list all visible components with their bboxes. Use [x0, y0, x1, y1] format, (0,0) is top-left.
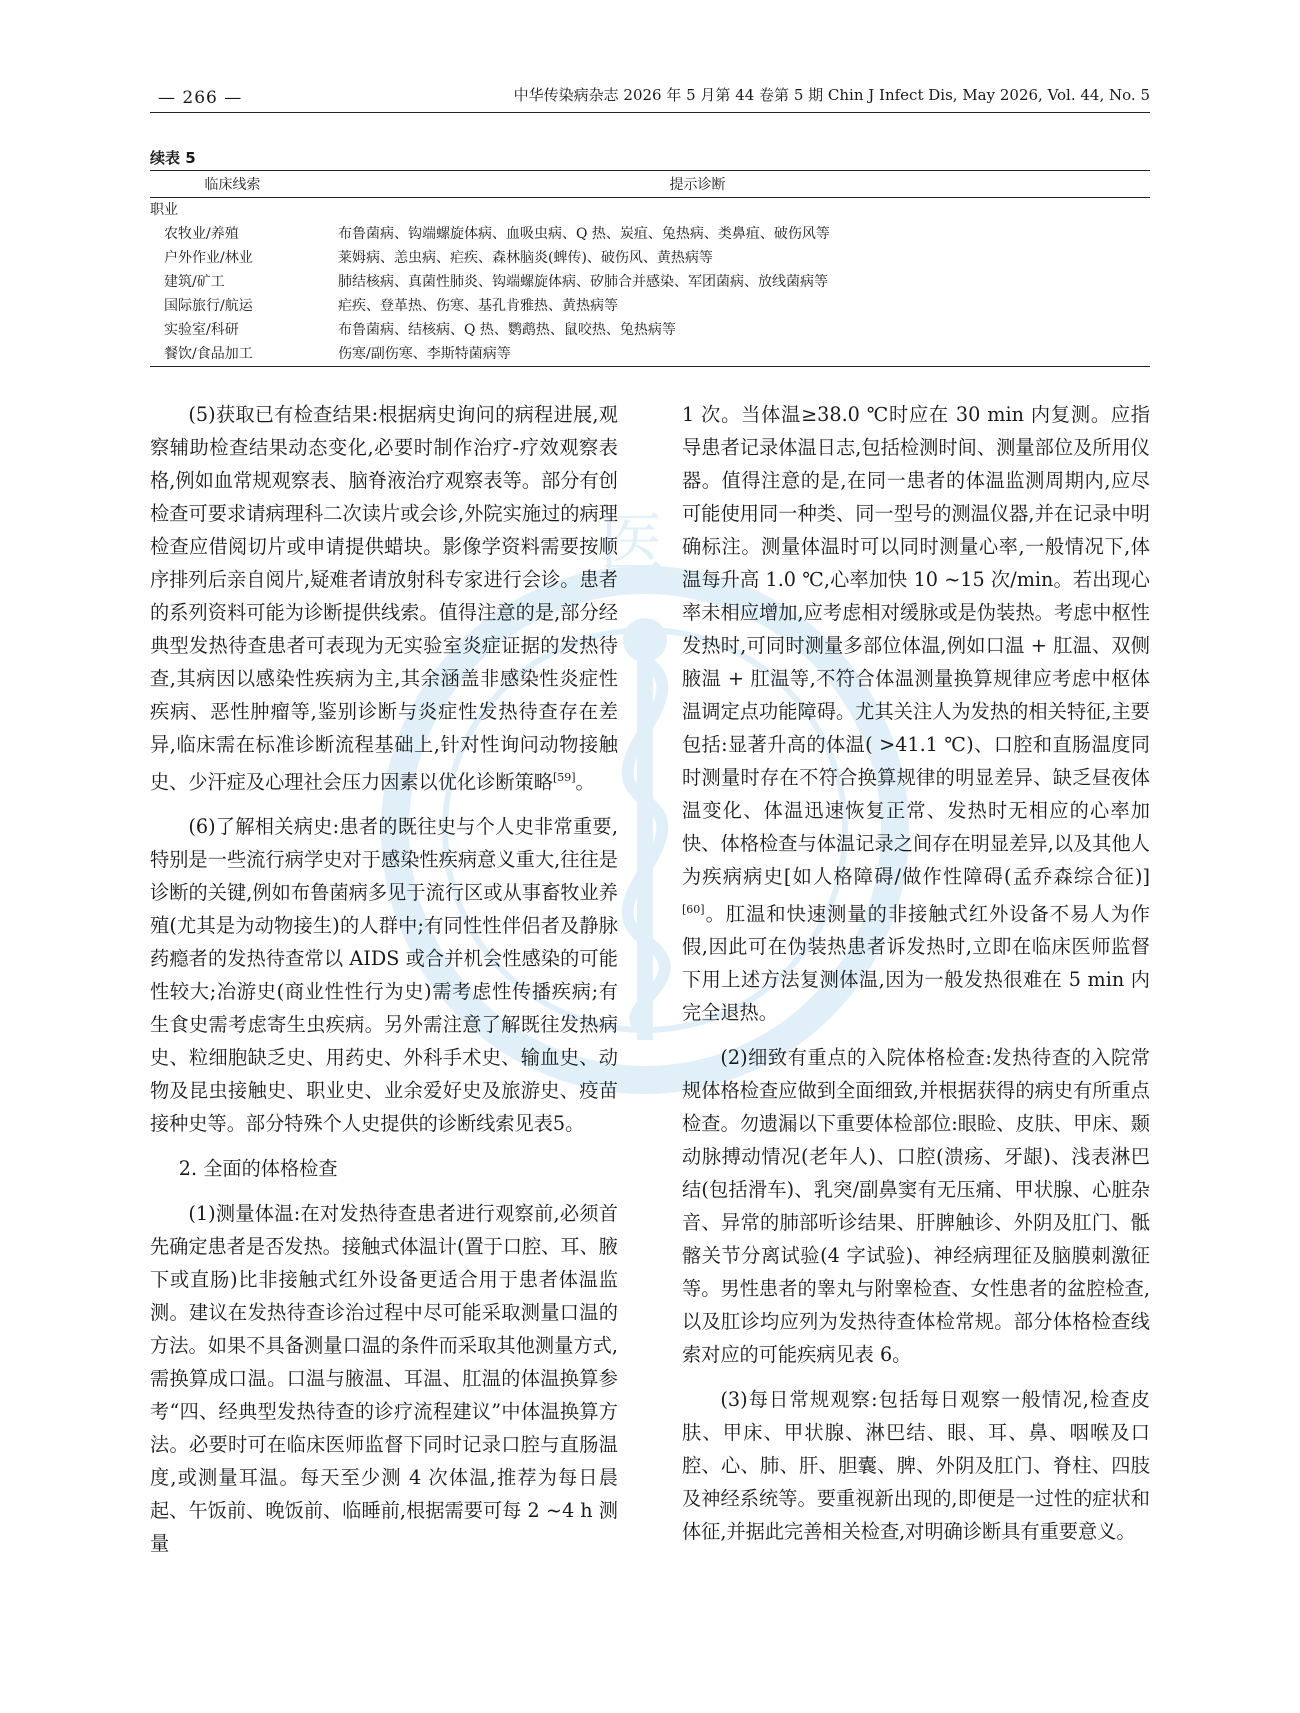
table-row: [150, 294, 1150, 318]
paragraph-text: 。肛温和快速测量的非接触式红外设备不易人为作假,因此可在伪装热患者诉发热时,立即在临床医师监督下用上述方法复测体温,因为一般发热很难在 5 min 内完全退热。: [682, 902, 1150, 1025]
right-text-column: [682, 398, 1150, 1560]
header-rule: [150, 112, 1150, 113]
table-header-clue: 临床线索: [204, 177, 261, 193]
table-row: [150, 246, 1150, 270]
table-group-label: 职业: [150, 202, 178, 218]
table-cell-clue: 农牧业/养殖: [164, 226, 239, 242]
table-cell-diagnosis: 肺结核病、真菌性肺炎、钩端螺旋体病、矽肺合并感染、军团菌病、放线菌病等: [338, 274, 828, 290]
table-cell-diagnosis: 疟疾、登革热、伤寒、基孔肯雅热、黄热病等: [338, 298, 618, 314]
paragraph-exam-results: [150, 398, 618, 798]
table-cell-clue: 国际旅行/航运: [164, 298, 253, 314]
page-number: — 266 —: [158, 88, 243, 108]
paragraph-text: 1 次。当体温≥38.0 ℃时应在 30 min 内复测。应指导患者记录体温日志,包括检测时间、测量部位及所用仪器。值得注意的是,在同一患者的体温监测周期内,应尽可能使用同一种类、同一型号的测温仪器,并在记录中明确标注。测量体温时可以同时测量心率,一般情况下,体温每升高 1.0 ℃,心率加快 10 ~15 次/min。若出现心率未相应增加,应考虑相对缓脉或是伪装热。考虑中枢性发热时,可同时测量多部位体温,例如口温 + 肛温、双侧腋温 + 肛温等,不符合体温测量换算规律应考虑中枢体温调定点功能障碍。尤其关注人为发热的相关特征,主要包括:显著升高的体温( >41.1 ℃)、口腔和直肠温度同时测量时存在不符合换算规律的明显差异、缺乏昼夜体温变化、体温迅速恢复正常、发热时无相应的心率加快、体格检查与体温记录之间存在明显差异,以及其他人为疾病病史[如人格障碍/做作性障碍(孟乔森综合征)]: [682, 403, 1150, 888]
table-cell-clue: 实验室/科研: [164, 322, 239, 338]
left-text-column: [150, 398, 618, 1572]
table-cell-clue: 餐饮/食品加工: [164, 346, 253, 362]
table-cell-diagnosis: 莱姆病、恙虫病、疟疾、森林脑炎(蜱传)、破伤风、黄热病等: [338, 250, 713, 266]
table-row: [150, 342, 1150, 366]
table-header-diagnosis: 提示诊断: [669, 177, 726, 193]
table-caption: 续表 5: [150, 149, 196, 167]
table-row: [150, 270, 1150, 294]
paragraph-temperature: (1)测量体温:在对发热待查患者进行观察前,必须首先确定患者是否发热。接触式体温计(置于口腔、耳、腋下或直肠)比非接触式红外设备更适合用于患者体温监测。建议在发热待查诊治过程中尽可能采取测量口温的方法。如果不具备测量口温的条件而采取其他测量方式,需换算成口温。口温与腋温、耳温、肛温的体温换算参考“四、经典型发热待查的诊疗流程建议”中体温换算方法。必要时可在临床医师监督下同时记录口腔与直肠温度,或测量耳温。每天至少测 4 次体温,推荐为每日晨起、午饭前、晚饭前、临睡前,根据需要可每 2 ~4 h 测量: [150, 1202, 618, 1556]
journal-header: 中华传染病杂志 2026 年 5 月第 44 卷第 5 期 Chin J Infect Dis, May 2026, Vol. 44, No. 5: [513, 86, 1150, 104]
paragraph-history: (6)了解相关病史:患者的既往史与个人史非常重要,特别是一些流行病学史对于感染性疾病意义重大,往往是诊断的关键,例如布鲁菌病多见于流行区或从事畜牧业养殖(尤其是为动物接生)的人群中;有同性性伴侣者及静脉药瘾者的发热待查常以 AIDS 或合并机会性感染的可能性较大;冶游史(商业性性行为史)需考虑性传播疾病;有生食史需考虑寄生虫疾病。另外需注意了解既往发热病史、粒细胞缺乏史、用药史、外科手术史、输血史、动物及昆虫接触史、职业史、业余爱好史及旅游史、疫苗接种史等。部分特殊个人史提供的诊断线索见表5。: [150, 815, 618, 1136]
watermark-glyph: 医: [600, 507, 664, 581]
citation-ref: [59]: [552, 771, 576, 784]
table-cell-diagnosis: 布鲁菌病、结核病、Q 热、鹦鹉热、鼠咬热、兔热病等: [338, 322, 676, 338]
table-cell-clue: 建筑/矿工: [164, 274, 225, 290]
paragraph-text: (5)获取已有检查结果:根据病史询问的病程进展,观察辅助检查结果动态变化,必要时制作治疗-疗效观察表格,例如血常规观察表、脑脊液治疗观察表等。部分有创检查可要求请病理科二次读片或会诊,外院实施过的病理检查应借阅切片或申请提供蜡块。影像学资料需要按顺序排列后亲自阅片,疑难者请放射科专家进行会诊。患者的系列资料可能为诊断提供线索。值得注意的是,部分经典型发热待查患者可表现为无实验室炎症证据的发热待查,其病因以感染性疾病为主,其余涵盖非感染性炎症性疾病、恶性肿瘤等,鉴别诊断与炎症性发热待查存在差异,临床需在标准诊断流程基础上,针对性询问动物接触史、少汗症及心理社会压力因素以优化诊断策略: [150, 403, 618, 794]
paragraph-temperature-cont: [682, 398, 1150, 1029]
table-cell-diagnosis: 布鲁菌病、钩端螺旋体病、血吸虫病、Q 热、炭疽、兔热病、类鼻疽、破伤风等: [338, 226, 830, 242]
section-heading: 2. 全面的体格检查: [178, 1157, 338, 1181]
citation-ref: [60]: [682, 903, 705, 916]
table-cell-diagnosis: 伤寒/副伤寒、李斯特菌病等: [338, 346, 511, 362]
paragraph-end: 。: [575, 770, 595, 794]
table-header-row: [150, 171, 1150, 198]
table-row: [150, 318, 1150, 342]
table-row: [150, 222, 1150, 246]
paragraph-physical-exam: (2)细致有重点的入院体格检查:发热待查的入院常规体格检查应做到全面细致,并根据获得的病史有所重点检查。勿遗漏以下重要体检部位:眼睑、皮肤、甲床、颞动脉搏动情况(老年人)、口腔(溃疡、牙龈)、浅表淋巴结(包括滑车)、乳突/副鼻窦有无压痛、甲状腺、心脏杂音、异常的肺部听诊结果、肝脾触诊、外阴及肛门、骶髂关节分离试验(4 字试验)、神经病理征及脑膜刺激征等。男性患者的睾丸与附睾检查、女性患者的盆腔检查,以及肛诊均应列为发热待查体检常规。部分体格检查线索对应的可能疾病见表 6。: [682, 1046, 1150, 1367]
table-cell-clue: 户外作业/林业: [164, 250, 253, 266]
diagnosis-table: [150, 170, 1150, 367]
paragraph-daily-observation: (3)每日常规观察:包括每日观察一般情况,检查皮肤、甲床、甲状腺、淋巴结、眼、耳、鼻、咽喉及口腔、心、肺、肝、胆囊、脾、外阴及肛门、脊柱、四肢及神经系统等。要重视新出现的,即便是一过性的症状和体征,并据此完善相关检查,对明确诊断具有重要意义。: [682, 1388, 1150, 1544]
